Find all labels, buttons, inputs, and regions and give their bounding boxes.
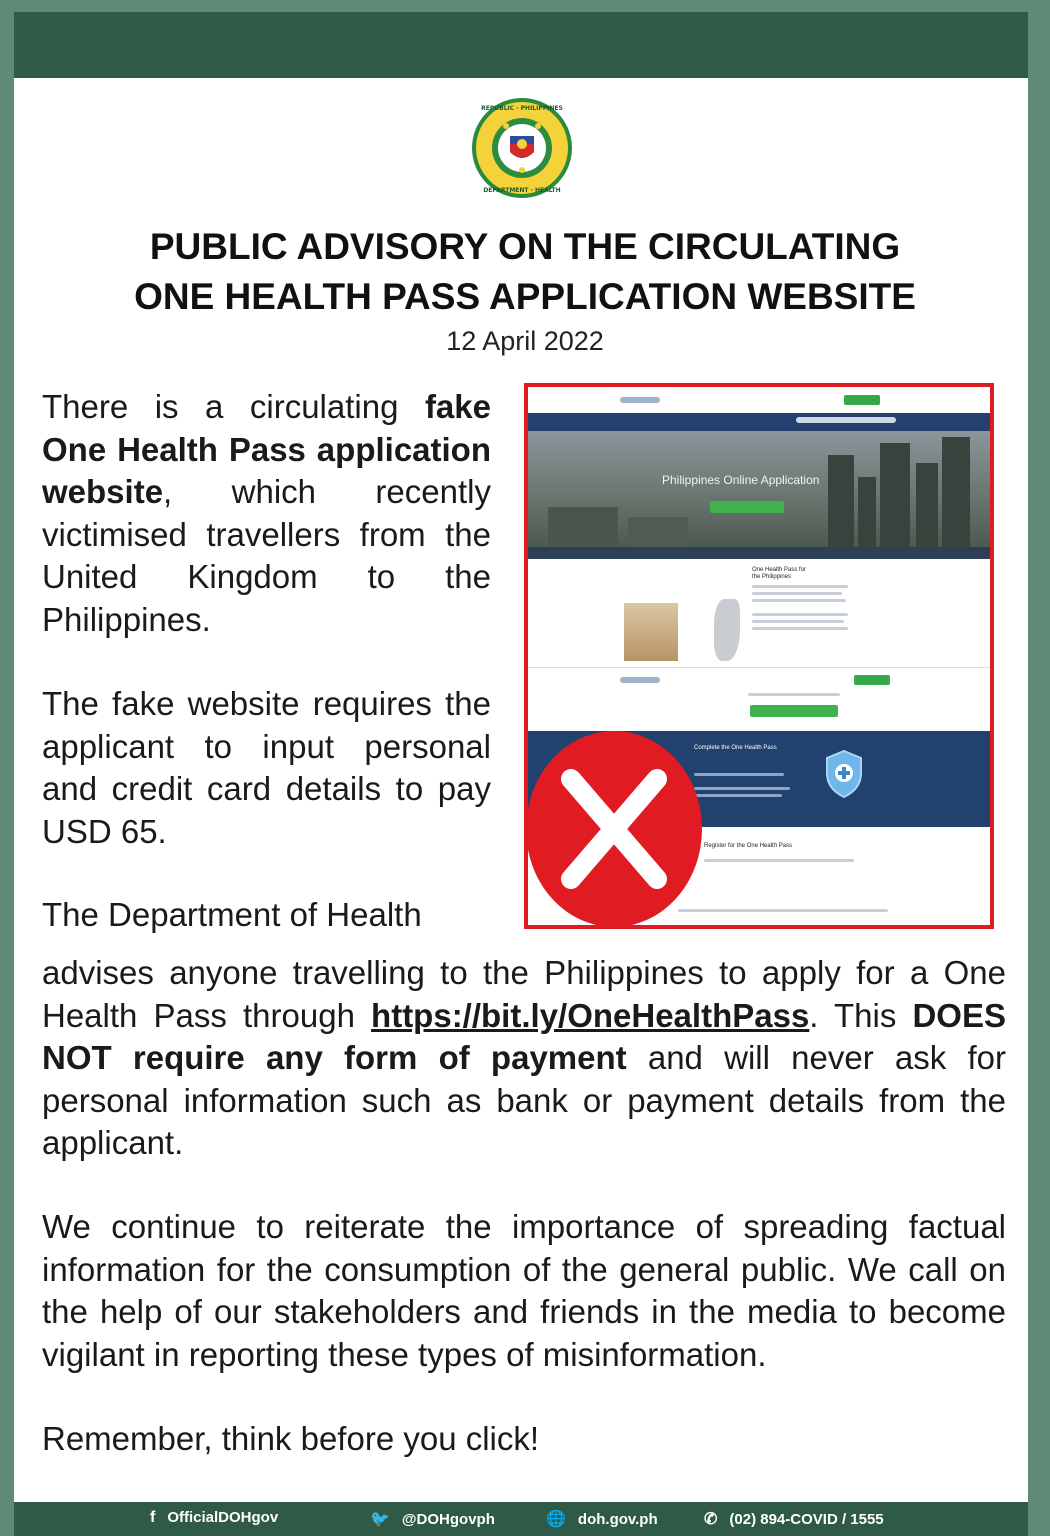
mock-section-intro xyxy=(528,559,990,667)
mock-apply-button xyxy=(844,395,880,405)
p1-text-a: There is a circulating xyxy=(42,388,425,425)
phone-icon: ✆ xyxy=(704,1511,718,1528)
mock-hero-caption: Philippines Online Application xyxy=(662,473,820,487)
advisory-title xyxy=(0,222,1050,322)
doh-seal-logo xyxy=(470,96,574,200)
title-line-1: PUBLIC ADVISORY ON THE CIRCULATING xyxy=(149,226,901,267)
mock-hero-image xyxy=(528,431,990,547)
fake-website-screenshot xyxy=(524,383,994,929)
paragraph-fake-website xyxy=(42,386,491,641)
twitter-contact[interactable] xyxy=(370,1509,495,1529)
p4-text-b: . This xyxy=(809,996,913,1034)
mock-apply-online-button xyxy=(710,501,784,513)
phone-number: (02) 894-COVID / 1555 xyxy=(729,1511,884,1528)
red-x-icon xyxy=(526,717,716,929)
mock-city-image xyxy=(624,603,678,661)
contact-footer xyxy=(14,1502,1028,1536)
mock-section-title: One Health Pass for the Philippines xyxy=(752,567,807,580)
paragraph-reiterate: We continue to reiterate the importance of spreading factual information for the consumption of the general public. We call on the help of our stakeholders and friends in the media to become vigilant in reporting these types of misinformation. xyxy=(42,1208,1006,1373)
facebook-handle: OfficialDOHgov xyxy=(167,1509,279,1526)
mock-apply-pass-button xyxy=(750,705,838,717)
advisory-date: 12 April 2022 xyxy=(446,326,604,356)
p4-text-a: advises anyone travelling to the Philippines to apply for a One Health Pass through xyxy=(42,954,1006,1034)
website-contact[interactable] xyxy=(546,1509,658,1529)
twitter-handle: @DOHgovph xyxy=(401,1511,495,1528)
seal-lettering: REPUBLIC · PHILIPPINES xyxy=(481,105,563,112)
closing-reminder: Remember, think before you click! xyxy=(42,1420,540,1457)
facebook-icon: f xyxy=(150,1509,156,1526)
svg-text:DEPARTMENT · HEALTH: DEPARTMENT · HEALTH xyxy=(483,187,561,194)
one-health-pass-link[interactable]: https://bit.ly/OneHealthPass xyxy=(371,996,810,1034)
p1-text-b: , which recently victimised travellers from the United Kingdom to the Philippines. xyxy=(42,473,491,638)
website-url: doh.gov.ph xyxy=(577,1511,658,1528)
mock-apply-button-2 xyxy=(854,675,890,685)
mock-navbar xyxy=(528,387,990,413)
mock-map-image xyxy=(714,599,740,661)
p4-bold: DOES NOT require any form of payment xyxy=(42,996,1006,1076)
paragraph-doh-lead: The Department of Health xyxy=(42,896,422,933)
title-line-2: ONE HEALTH PASS APPLICATION WEBSITE xyxy=(134,276,916,317)
phone-contact[interactable] xyxy=(704,1509,884,1529)
facebook-contact[interactable] xyxy=(150,1509,278,1527)
mock-register-title: Register for the One Health Pass xyxy=(704,843,793,849)
paragraph-fake-requirements: The fake website requires the applicant to input personal and credit card details to pay USD 65. xyxy=(42,685,491,850)
globe-icon: 🌐 xyxy=(546,1511,566,1528)
p1-bold: fake One Health Pass application website xyxy=(42,388,491,510)
mock-info-strip xyxy=(528,547,990,559)
twitter-icon: 🐦 xyxy=(370,1511,390,1528)
shield-icon xyxy=(824,749,864,799)
p4-text-c: and will never ask for personal information such as bank or payment details from the applicant. xyxy=(42,1039,1006,1161)
mock-nav-strip xyxy=(528,413,990,431)
paragraph-doh-advice xyxy=(42,952,1006,1165)
mock-logo-2 xyxy=(620,677,660,683)
mock-logo xyxy=(620,397,660,403)
top-banner xyxy=(14,12,1028,78)
mock-band-title: Complete the One Health Pass xyxy=(694,745,777,751)
